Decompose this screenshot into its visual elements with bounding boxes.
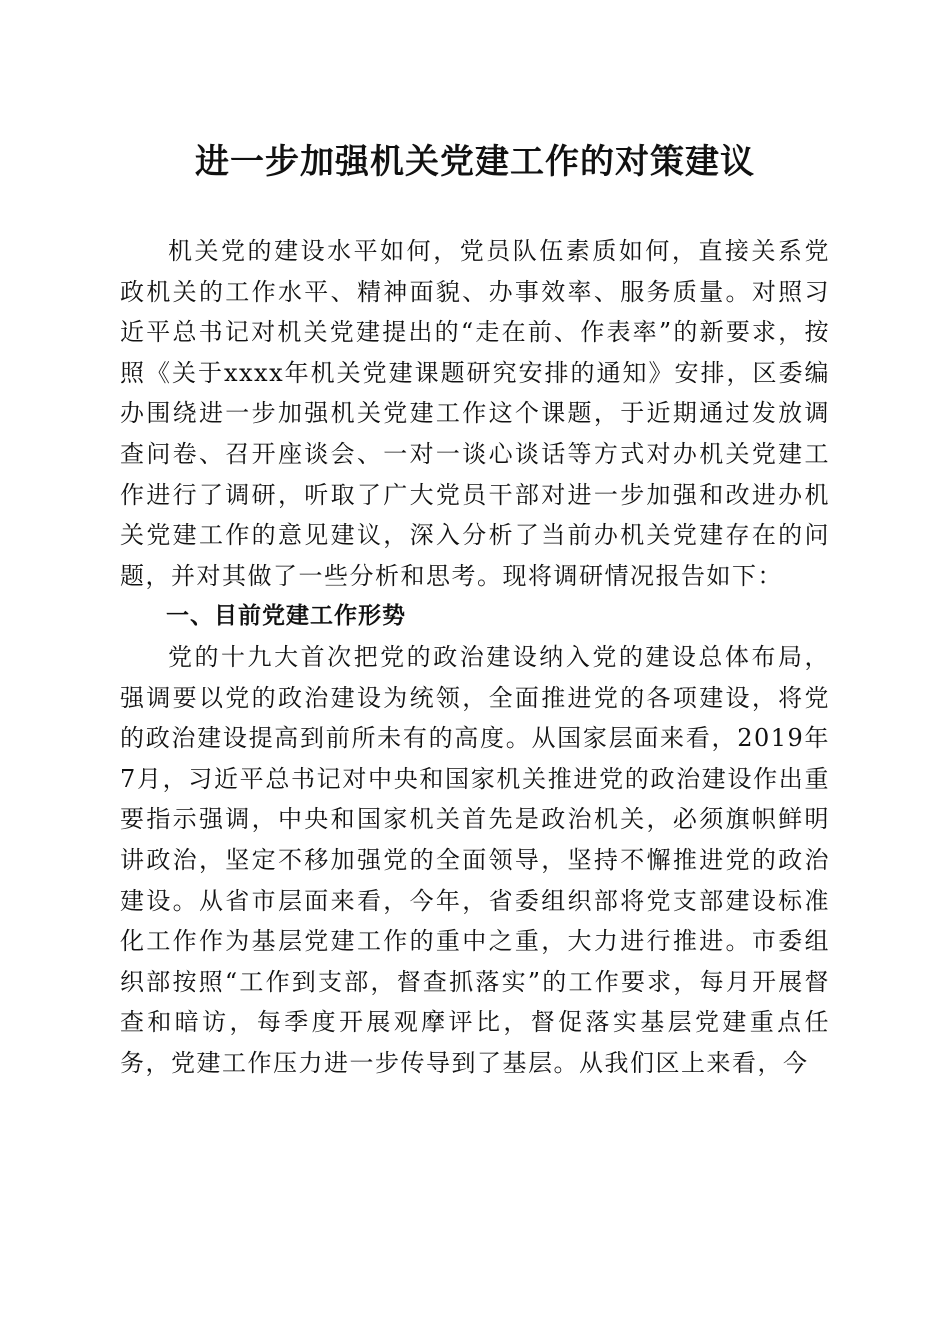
section-paragraph: 党的十九大首次把党的政治建设纳入党的建设总体布局，强调要以党的政治建设为统领，全面推进党的各项建设，将党的政治建设提高到前所未有的高度。从国家层面来看，2019年7月，习近平总书记对中央和国家机关推进党的政治建设作出重要指示强调，中央和国家机关首先是政治机关，必须旗帜鲜明讲政治，坚定不移加强党的全面领导，坚持不懈推进党的政治建设。从省市层面来看，今年，省委组织部将党支部建设标准化工作作为基层党建工作的重中之重，大力进行推进。市委组织部按照“工作到支部，督查抓落实”的工作要求，每月开展督查和暗访，每季度开展观摩评比，督促落实基层党建重点任务，党建工作压力进一步传导到了基层。从我们区上来看，今 [120, 642, 830, 1077]
document-title: 进一步加强机关党建工作的对策建议 [195, 142, 755, 182]
intro-paragraph: 机关党的建设水平如何，党员队伍素质如何，直接关系党政机关的工作水平、精神面貌、办事效率、服务质量。对照习近平总书记对机关党建提出的“走在前、作表率”的新要求，按照《关于xxxx年机关党建课题研究安排的通知》安排，区委编办围绕进一步加强机关党建工作这个课题，于近期通过发放调查问卷、召开座谈会、一对一谈心谈话等方式对办机关党建工作进行了调研，听取了广大党员干部对进一步加强和改进办机关党建工作的意见建议，深入分析了当前办机关党建存在的问题，并对其做了一些分析和思考。现将调研情况报告如下： [120, 237, 830, 590]
document-body [120, 231, 830, 1083]
section-heading: 一、目前党建工作形势 [166, 603, 406, 630]
